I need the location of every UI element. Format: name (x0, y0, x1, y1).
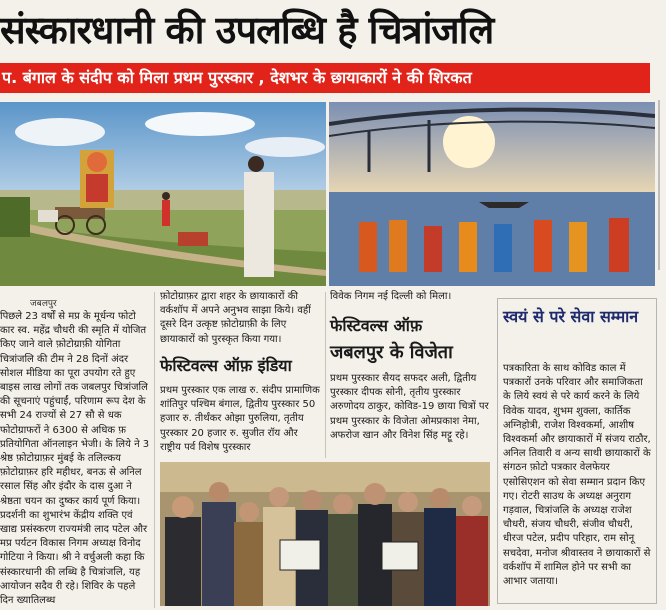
edge-column-rule (658, 100, 660, 270)
column-rule (154, 292, 155, 608)
winners-heading-line-1: फेस्टिवल्स ऑफ़ (330, 316, 423, 335)
river-ritual-photo-illustration (329, 102, 655, 286)
article-column-1: पिछले 23 वर्षों से मप्र के मूर्धन्य फोटो कार स्व. महेंद्र चौधरी की स्मृति में योजित किए जाने वाले फ़ोटोग्राफ़ी योगिता चित्रांजलि की टीम ने 28 दिनों अंदर सोशल मीडिया का पूरा उपयोग रते हुए बाइस लाख लोगों तक जबलपुर चित्रांजलि की सूचनाएं पहुंचाईं, परिणाम रूप देश के सभी 24 राज्यों से 27 सौ से धक फोटोग्राफरों ने 6300 से अधिक फ़ प्रतियोगिता ऑनलाइन भेजी। के लिये ने 3 श्रेष्ठ फ़ोटोग्राफ़र मुंबई के तलिल्कय फ़ोटोग्राफ़र हरि महीधर, बनऊ से अनिल रसाल सिंह और इंदौर के दास दुआ ने श्रेष्ठता चयन का दुष्कर कार्य पूर्ण किया। प्रदर्शनी का शुभारंभ केंद्रीय शक्ति एवं खाद्य प्रसंस्करण राज्यमंत्री लाद पटेल और मप्र पर्यटन विकास निगम अध्यक्ष विनोद गोटिया ने किया। श्री ने वर्चुअली कहा कि संस्कारधानी की लब्धि है चित्रांजलि, यह आयोजन सदैव री रहे। शिविर के पहले दिन ख्यातिलब्ध (0, 311, 150, 606)
dateline: जबलपुर (30, 299, 57, 309)
main-headline: संस्कारधानी की उपलब्धि है चित्रांजलि (0, 7, 494, 52)
procession-photo (0, 102, 326, 286)
article-column-3-top: विवेक निगम नई दिल्ली को मिला। (330, 291, 452, 302)
festival-of-india-heading: फेस्टिवल्स ऑफ़ इंडिया (160, 356, 292, 375)
winners-heading-line-2: जबलपुर के विजेता (330, 342, 453, 363)
article-column-2-top: फ़ोटोग्राफ़र द्वारा शहर के छायाकारों की वर्कशॉप में अपने अनुभव साझा किये। वहीं दूसरे दिन उत्कृष्ट फ़ोटोग्राफ़ी के लिए छायाकारों को पुरस्कृत किया गया। (160, 291, 311, 345)
award-ceremony-photo-illustration (160, 462, 490, 606)
river-ritual-photo (329, 102, 655, 286)
article-column-2: प्रथम पुरस्कार एक लाख रु. संदीप प्रामाणिक शांतिपुर पश्चिम बंगाल, द्वितीय पुरस्कार 50 हजार रु. तीर्थंकर ओझा पुरुलिया, तृतीय पुरस्कार 20 हजार रु. सुजीत रॉय और राष्ट्रीय पर्व विशेष पुरस्कार (160, 385, 320, 453)
column-rule (325, 292, 326, 458)
article-column-3: प्रथम पुरस्कार सैयद सफदर अली, द्वितीय पुरस्कार दीपक सोनी, तृतीय पुरस्कार अरुणोदय ठाकुर, कोविड-19 छाया चित्रों पर प्रथम पुरस्कार के विजेता ओमप्रकाश नेमा, अफरोज खान और विनेश सिंह मट्टू रहे। (330, 373, 489, 441)
sidebar-title: स्वयं से परे सेवा सम्मान (503, 307, 639, 326)
procession-photo-illustration (0, 102, 326, 286)
red-subheadline-bar: प. बंगाल के संदीप को मिला प्रथम पुरस्कार , देशभर के छायाकारों ने की शिरकत (0, 63, 650, 93)
award-ceremony-photo (160, 462, 490, 606)
sidebar-text: पत्रकारिता के साथ कोविड काल में पत्रकारों उनके परिवार और समाजिकता के लिये स्वयं से परे कार्य करने के लिये विवेक यादव, शुभम शुक्ला, कार्तिक अग्निहोत्री, राजेश विश्वकर्मा, आशीष विश्वकर्मा और छायाकारों में संजय राठौर, अनिल तिवारी व अन्य साथी छायाकारों के संगठन फ़ोटो पत्रकार वेलफेयर एसोसिएशन को सेवा सम्मान प्रदान किए गए। रोटरी साउथ के अध्यक्ष अनुराग गड़वाल, चित्रांजलि के अध्यक्ष राजेश चौधरी, संजय चौधरी, संजीव चौधरी, धीरज पटेल, प्रदीप परिहार, राम सोनू सचदेवा, मनोज श्रीवास्तव ने छायाकारों से वर्कशॉप में शामिल होने पर सभी का आभार जताया। (503, 363, 651, 588)
